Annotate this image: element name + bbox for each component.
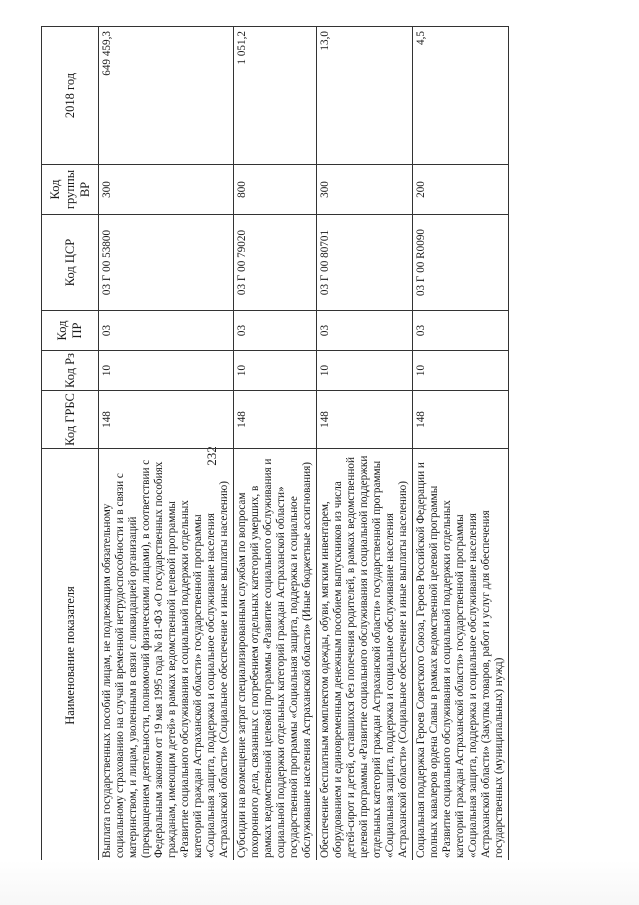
row-grbs: 148 — [317, 391, 413, 449]
row-rz: 10 — [317, 351, 413, 391]
header-grbs: Код ГРБС — [42, 391, 99, 449]
row-name: Выплата государственных пособий лицам, не подлежащим обязательному социальному страхованию на случай временной нетрудоспособности и в связи с материнством, и лицам, уволенным в связи с ликвидацией организаций (прекращением деятельности, полномочий физическими лицами), в соответствии с Федеральным законом от 19 мая 1995 года № 81-ФЗ «О государственных пособиях гражданам, имеющим детей» в рамках ведомственной целевой программы «Развитие социального обслуживания и социальной поддержки отдельных категорий граждан Астраханской области» государственной программы «Социальная защита, поддержка и социальное обслуживание населения Астраханской области» (Социальное обеспечение и иные выплаты населению) — [99, 449, 234, 863]
row-pr: 03 — [234, 311, 317, 351]
row-csr: 03 Г 00 79020 — [234, 215, 317, 311]
header-year: 2018 год — [42, 27, 99, 165]
header-pr: Код ПР — [42, 311, 99, 351]
header-name: Наименование показателя — [42, 449, 99, 863]
table-row — [99, 27, 234, 863]
row-pr: 03 — [99, 311, 234, 351]
row-vr: 300 — [317, 165, 413, 215]
table-row — [317, 27, 413, 863]
row-amount: 13,0 — [317, 27, 413, 165]
rotated-page — [41, 27, 509, 863]
row-pr: 03 — [317, 311, 413, 351]
row-rz: 10 — [413, 351, 509, 391]
row-csr: 03 Г 00 80701 — [317, 215, 413, 311]
row-vr: 200 — [413, 165, 509, 215]
row-name: Социальная поддержка Героев Советского Союза, Героев Российской Федерации и полных кавалеров ордена Славы в рамках ведомственной целевой программы «Развитие социального обслуживания и социальной поддержки отдельных категорий граждан Астраханской области» государственной программы «Социальная защита, поддержка и социальное обслуживание населения Астраханской области» (Закупка товаров, работ и услуг для обеспечения государственных (муниципальных) нужд) — [413, 449, 509, 863]
row-rz: 10 — [99, 351, 234, 391]
budget-table — [41, 26, 509, 863]
row-name: Обеспечение бесплатным комплектом одежды, обуви, мягким инвентарем, оборудованием и единовременным денежным пособием выпускников из числа детей-сирот и детей, оставшихся без попечения родителей, в рамках ведомственной целевой программы «Развитие социального обслуживания и социальной поддержки отдельных категорий граждан Астраханской области» государственной программы «Социальная защита, поддержка и социальное обслуживание населения Астраханской области» (Социальное обеспечение и иные выплаты населению) — [317, 449, 413, 863]
row-grbs: 148 — [99, 391, 234, 449]
row-csr: 03 Г 00 R0090 — [413, 215, 509, 311]
header-csr: Код ЦСР — [42, 215, 99, 311]
table-row — [234, 27, 317, 863]
header-vr: Код группы ВР — [42, 165, 99, 215]
header-rz: Код Рз — [42, 351, 99, 391]
row-amount: 649 459,3 — [99, 27, 234, 165]
row-vr: 800 — [234, 165, 317, 215]
row-vr: 300 — [99, 165, 234, 215]
table-row — [413, 27, 509, 863]
row-grbs: 148 — [234, 391, 317, 449]
row-amount: 1 051,2 — [234, 27, 317, 165]
page-number: 232 — [204, 446, 219, 466]
row-name: Субсидии на возмещение затрат специализированным службам по вопросам похоронного дела, связанных с погребением отдельных категорий умерших, в рамках ведомственной целевой программы «Развитие социального обслуживания и социальной поддержки отдельных категорий граждан Астраханской области» государственной программы «Социальная защита, поддержка и социальное обслуживание населения Астраханской области» (Иные бюджетные ассигнования) — [234, 449, 317, 863]
row-csr: 03 Г 00 53800 — [99, 215, 234, 311]
page-bottom-shade — [0, 860, 639, 905]
row-amount: 4,5 — [413, 27, 509, 165]
row-grbs: 148 — [413, 391, 509, 449]
row-rz: 10 — [234, 351, 317, 391]
row-pr: 03 — [413, 311, 509, 351]
table-header-row — [42, 27, 99, 863]
